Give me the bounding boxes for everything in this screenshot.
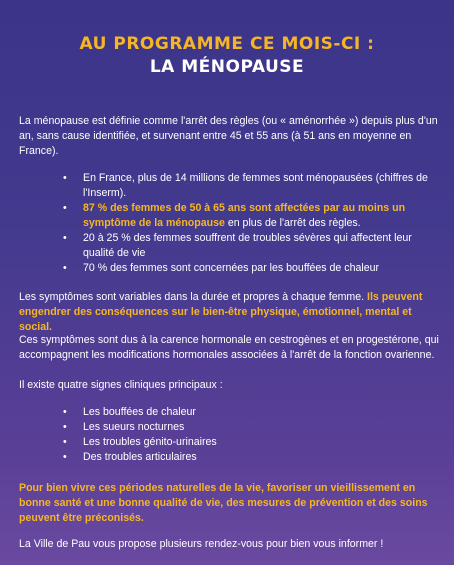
fact-text: en plus de l'arrêt des règles.	[224, 217, 361, 229]
sign-item	[63, 405, 443, 420]
fact-item	[63, 201, 443, 231]
signs-intro: Il existe quatre signes cliniques principaux :	[19, 379, 223, 391]
bullet-icon: •	[63, 406, 67, 418]
causes-paragraph: Ces symptômes sont dus à la carence hormonale en cestrogènes et en progestérone, qui accompagnent les modifications hormonales associées à l'arrêt de la fonction ovarienne.	[19, 334, 439, 361]
sign-item	[63, 450, 443, 465]
conclusion-paragraph: Pour bien vivre ces périodes naturelles de la vie, favoriser un vieillissement en bonne santé et une bonne qualité de vie, des mesures de prévention et des soins peuvent être préconisés.	[19, 482, 428, 524]
symptoms-highlight: Ils peuvent engendrer des conséquences sur le bien-être physique, émotionnel, mental et social.	[19, 291, 423, 333]
fact-item	[63, 261, 443, 276]
heading-line-2: LA MÉNOPAUSE	[149, 57, 305, 77]
fact-text: 70 % des femmes sont concernées par les bouffées de chaleur	[83, 262, 380, 274]
bullet-icon: •	[63, 436, 67, 448]
bullet-icon: •	[63, 232, 67, 244]
fact-text: 20 à 25 % des femmes souffrent de troubles sévères qui affectent leur qualité de vie	[83, 232, 412, 259]
sign-item	[63, 420, 443, 435]
sign-text: Les bouffées de chaleur	[83, 406, 196, 418]
bullet-icon: •	[63, 262, 67, 274]
bullet-icon: •	[63, 202, 67, 214]
bullet-icon: •	[63, 172, 67, 184]
symptoms-text: Les symptômes sont variables dans la durée et propres à chaque femme.	[19, 291, 368, 303]
fact-item	[63, 171, 443, 201]
sign-item	[63, 435, 443, 450]
signs-list	[63, 405, 443, 465]
symptoms-paragraph	[19, 290, 439, 335]
fact-item	[63, 231, 443, 261]
intro-paragraph: La ménopause est définie comme l'arrêt des règles (ou « aménorrhée ») depuis plus d'un an, sans cause identifiée, et survenant entre 45 et 55 ans (à 51 ans en moyenne en France).	[19, 115, 438, 157]
heading-line-1: AU PROGRAMME CE MOIS-CI :	[79, 34, 375, 54]
fact-text: En France, plus de 14 millions de femmes sont ménopausées (chiffres de l'Inserm).	[83, 172, 428, 199]
fact-highlight: 87 % des femmes de 50 à 65 ans sont affectées par au moins un symptôme de la ménopause	[83, 202, 406, 229]
footer-text: La Ville de Pau vous propose plusieurs rendez-vous pour bien vous informer !	[19, 538, 384, 550]
sign-text: Les troubles génito-urinaires	[83, 436, 217, 448]
facts-list	[63, 171, 443, 276]
sign-text: Des troubles articulaires	[83, 451, 197, 463]
bullet-icon: •	[63, 451, 67, 463]
bullet-icon: •	[63, 421, 67, 433]
sign-text: Les sueurs nocturnes	[83, 421, 185, 433]
